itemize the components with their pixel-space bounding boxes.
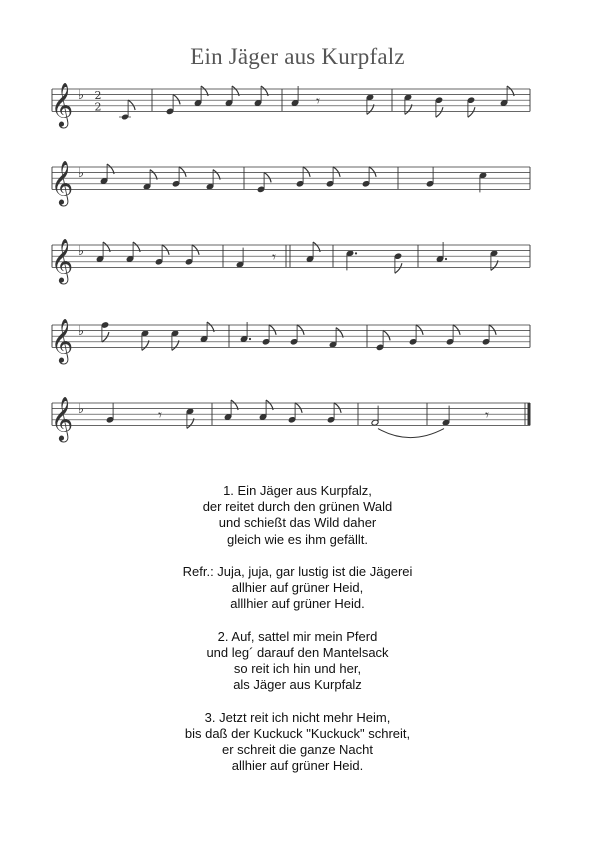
eighth-flag: [192, 245, 199, 255]
eighth-flag: [395, 263, 402, 273]
eighth-flag: [369, 167, 376, 177]
eighth-rest-icon: 𝄾: [316, 91, 320, 110]
song-title: Ein Jäger aus Kurpfalz: [190, 44, 405, 69]
eighth-flag: [162, 245, 169, 255]
lyric-line: gleich wie es ihm gefällt.: [227, 531, 368, 547]
lyric-line: Refr.: Juja, juja, gar lustig ist die Jägerei: [182, 564, 413, 579]
lyrics-stanza-1: [0, 483, 595, 548]
time-signature-bottom: 2: [94, 100, 102, 114]
eighth-rest-icon: 𝄾: [272, 247, 276, 266]
eighth-flag: [303, 167, 310, 177]
tie: [378, 429, 444, 438]
key-signature-flat-icon: ♭: [77, 244, 85, 260]
eighth-flag: [436, 107, 443, 117]
treble-clef-icon: 𝄞: [50, 160, 74, 205]
eighth-flag: [333, 167, 340, 177]
eighth-flag: [416, 325, 423, 335]
lyric-line: 1. Ein Jäger aus Kurpfalz,: [223, 483, 372, 498]
eighth-flag: [102, 332, 109, 342]
key-signature-flat-icon: ♭: [77, 88, 85, 104]
lyric-line: als Jäger aus Kurpfalz: [233, 677, 362, 693]
eighth-flag: [383, 330, 390, 340]
lyric-line: 2. Auf, sattel mir mein Pferd: [217, 628, 378, 644]
eighth-flag: [173, 94, 180, 104]
lyric-line: und leg´ darauf den Mantelsack: [206, 645, 389, 660]
lyric-line: allhier auf grüner Heid,: [231, 580, 364, 596]
treble-clef-icon: 𝄞: [50, 238, 74, 283]
key-signature-flat-icon: ♭: [77, 324, 85, 340]
lyrics-refrain: [0, 564, 595, 613]
eighth-flag: [295, 403, 302, 413]
eighth-flag: [334, 403, 341, 413]
lyric-line: 3. Jetzt reit ich nicht mehr Heim,: [204, 709, 391, 725]
eighth-flag: [128, 100, 135, 110]
augmentation-dot: [445, 258, 447, 260]
treble-clef-icon: 𝄞: [50, 82, 74, 127]
eighth-rest-icon: 𝄾: [158, 405, 162, 424]
lyrics-block: [0, 483, 595, 791]
lyric-line: allhier auf grüner Heid.: [231, 758, 364, 774]
eighth-flag: [468, 107, 475, 117]
lyric-line: der reitet durch den grünen Wald: [202, 499, 393, 515]
lyric-line: und schießt das Wild daher: [218, 515, 377, 531]
key-signature-flat-icon: ♭: [77, 402, 85, 418]
lyric-line: alllhier auf grüner Heid.: [230, 596, 365, 612]
lyric-line: er schreit die ganze Nacht: [221, 742, 374, 758]
eighth-rest-icon: 𝄾: [485, 405, 489, 424]
eighth-flag: [179, 167, 186, 177]
treble-clef-icon: 𝄞: [50, 396, 74, 441]
augmentation-dot: [355, 252, 357, 254]
augmentation-dot: [249, 338, 251, 340]
eighth-flag: [269, 325, 276, 335]
eighth-flag: [264, 172, 271, 182]
eighth-flag: [453, 325, 460, 335]
lyrics-stanza-3: [0, 710, 595, 775]
lyric-line: bis daß der Kuckuck "Kuckuck" schreit,: [184, 726, 411, 741]
eighth-flag: [489, 325, 496, 335]
lyric-line: so reit ich hin und her,: [233, 661, 362, 677]
key-signature-flat-icon: ♭: [77, 166, 85, 182]
eighth-flag: [297, 325, 304, 335]
time-signature-top: 2: [94, 89, 102, 103]
treble-clef-icon: 𝄞: [50, 318, 74, 363]
lyrics-stanza-2: [0, 629, 595, 694]
